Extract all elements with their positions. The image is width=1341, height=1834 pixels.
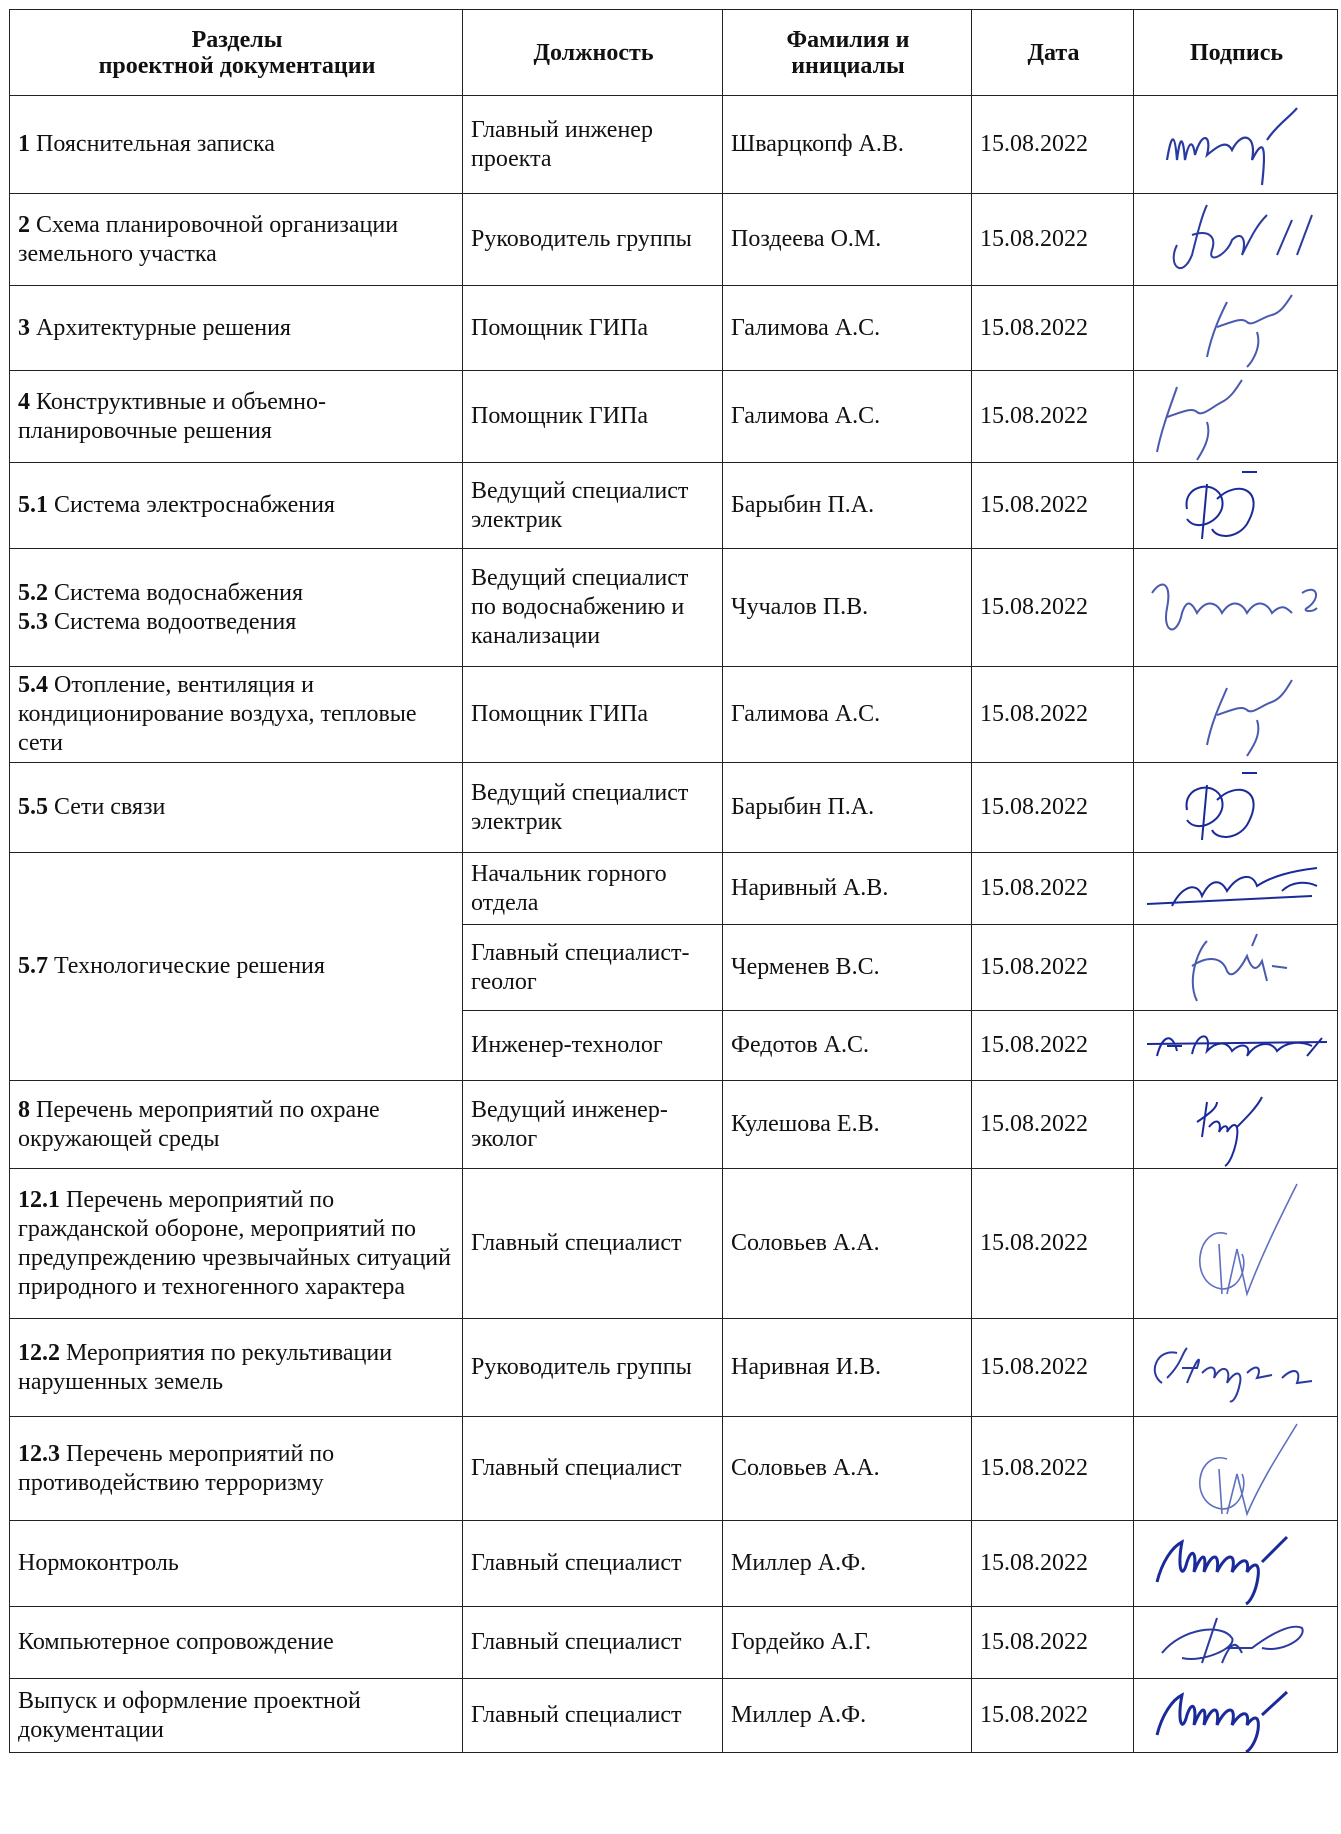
signature-cell [1134,286,1338,371]
header-name: Фамилия и инициалы [723,10,972,96]
position-cell: Главный специалист [463,1679,723,1753]
position-cell: Ведущий специалист электрик [463,463,723,549]
signature-cell [1134,1011,1338,1081]
table-row [10,1521,1338,1607]
signature-cell [1134,763,1338,853]
date-cell: 15.08.2022 [972,549,1134,667]
signature-image [1142,1323,1332,1413]
signature-image [1147,100,1327,190]
name-cell: Миллер А.Ф. [723,1521,972,1607]
position-cell: Помощник ГИПа [463,286,723,371]
table-row [10,463,1338,549]
name-cell: Галимова А.С. [723,286,972,371]
signature-image [1147,372,1327,462]
signature-cell [1134,96,1338,194]
position-cell: Главный инженер проекта [463,96,723,194]
signature-cell [1134,1521,1338,1607]
signature-cell [1134,667,1338,763]
signature-cell [1134,463,1338,549]
position-cell: Главный специалист [463,1169,723,1319]
table-row [10,1679,1338,1753]
signature-image [1142,1016,1332,1076]
signature-image [1147,195,1327,285]
signature-cell [1134,1679,1338,1753]
section-cell: Выпуск и оформление проектной документации [10,1679,463,1753]
signature-image [1142,1522,1332,1606]
position-cell: Инженер-технолог [463,1011,723,1081]
section-cell: 2 Схема планировочной организации земельного участка [10,194,463,286]
name-cell: Черменев В.С. [723,925,972,1011]
table-row [10,1607,1338,1679]
name-cell: Галимова А.С. [723,371,972,463]
signature-cell [1134,1607,1338,1679]
header-date: Дата [972,10,1134,96]
date-cell: 15.08.2022 [972,194,1134,286]
date-cell: 15.08.2022 [972,1011,1134,1081]
name-cell: Наривная И.В. [723,1319,972,1417]
signature-image [1147,1082,1327,1168]
signature-cell [1134,1319,1338,1417]
header-sections: Разделы проектной документации [10,10,463,96]
signature-cell [1134,549,1338,667]
signature-cell [1134,853,1338,925]
section-cell: 5.2 Система водоснабжения 5.3 Система водоотведения [10,549,463,667]
header-row [10,10,1338,96]
date-cell: 15.08.2022 [972,853,1134,925]
name-cell: Федотов А.С. [723,1011,972,1081]
date-cell: 15.08.2022 [972,763,1134,853]
name-cell: Галимова А.С. [723,667,972,763]
date-cell: 15.08.2022 [972,1521,1134,1607]
table-row [10,194,1338,286]
date-cell: 15.08.2022 [972,1607,1134,1679]
date-cell: 15.08.2022 [972,1319,1134,1417]
date-cell: 15.08.2022 [972,1169,1134,1319]
name-cell: Барыбин П.А. [723,763,972,853]
position-cell: Ведущий инженер-эколог [463,1081,723,1169]
section-cell: 4 Конструктивные и объемно-планировочные решения [10,371,463,463]
position-cell: Руководитель группы [463,194,723,286]
signature-cell [1134,371,1338,463]
name-cell: Шварцкопф А.В. [723,96,972,194]
date-cell: 15.08.2022 [972,286,1134,371]
table-row [10,1081,1338,1169]
section-cell: 5.5 Сети связи [10,763,463,853]
section-cell: 1 Пояснительная записка [10,96,463,194]
signature-cell [1134,1169,1338,1319]
table-row [10,1319,1338,1417]
name-cell: Наривный А.В. [723,853,972,925]
header-signature: Подпись [1134,10,1338,96]
name-cell: Соловьев А.А. [723,1417,972,1521]
table-row [10,96,1338,194]
section-cell: 5.7 Технологические решения [10,853,463,1081]
signature-table [9,9,1338,1753]
date-cell: 15.08.2022 [972,463,1134,549]
table-row [10,371,1338,463]
date-cell: 15.08.2022 [972,1081,1134,1169]
position-cell: Ведущий специалист электрик [463,763,723,853]
signature-image [1142,553,1332,663]
table-row [10,286,1338,371]
table-row [10,667,1338,763]
name-cell: Барыбин П.А. [723,463,972,549]
name-cell: Кулешова Е.В. [723,1081,972,1169]
date-cell: 15.08.2022 [972,667,1134,763]
position-cell: Начальник горного отдела [463,853,723,925]
signature-image [1147,464,1327,548]
table-row [10,853,1338,925]
position-cell: Помощник ГИПа [463,371,723,463]
signature-image [1147,926,1327,1010]
section-cell: 3 Архитектурные решения [10,286,463,371]
name-cell: Поздеева О.М. [723,194,972,286]
name-cell: Миллер А.Ф. [723,1679,972,1753]
position-cell: Главный специалист-геолог [463,925,723,1011]
date-cell: 15.08.2022 [972,96,1134,194]
signature-cell [1134,925,1338,1011]
position-cell: Главный специалист [463,1521,723,1607]
section-cell: 8 Перечень мероприятий по охране окружающей среды [10,1081,463,1169]
section-cell: 5.4 Отопление, вентиляция и кондиционирование воздуха, тепловые сети [10,667,463,763]
signature-image [1147,1419,1327,1519]
signature-image [1142,856,1332,922]
position-cell: Помощник ГИПа [463,667,723,763]
table-row [10,1169,1338,1319]
table-row [10,763,1338,853]
signature-image [1147,670,1327,760]
section-cell: 12.3 Перечень мероприятий по противодействию терроризму [10,1417,463,1521]
position-cell: Главный специалист [463,1607,723,1679]
signature-cell [1134,194,1338,286]
date-cell: 15.08.2022 [972,371,1134,463]
signature-cell [1134,1417,1338,1521]
signature-image [1142,1680,1332,1752]
table-row [10,549,1338,667]
date-cell: 15.08.2022 [972,925,1134,1011]
position-cell: Ведущий специалист по водоснабжению и канализации [463,549,723,667]
section-cell: 12.2 Мероприятия по рекультивации нарушенных земель [10,1319,463,1417]
section-cell: Нормоконтроль [10,1521,463,1607]
name-cell: Гордейко А.Г. [723,1607,972,1679]
header-position: Должность [463,10,723,96]
signature-image [1147,1174,1327,1314]
section-cell: 5.1 Система электроснабжения [10,463,463,549]
section-cell: 12.1 Перечень мероприятий по гражданской обороне, мероприятий по предупреждению чрезвычайных ситуаций природного и техногенного характера [10,1169,463,1319]
date-cell: 15.08.2022 [972,1679,1134,1753]
signature-image [1147,765,1327,851]
table-row [10,1417,1338,1521]
position-cell: Руководитель группы [463,1319,723,1417]
signature-image [1142,1608,1332,1678]
signature-cell [1134,1081,1338,1169]
position-cell: Главный специалист [463,1417,723,1521]
date-cell: 15.08.2022 [972,1417,1134,1521]
signature-image [1147,287,1327,369]
name-cell: Соловьев А.А. [723,1169,972,1319]
section-cell: Компьютерное сопровождение [10,1607,463,1679]
name-cell: Чучалов П.В. [723,549,972,667]
